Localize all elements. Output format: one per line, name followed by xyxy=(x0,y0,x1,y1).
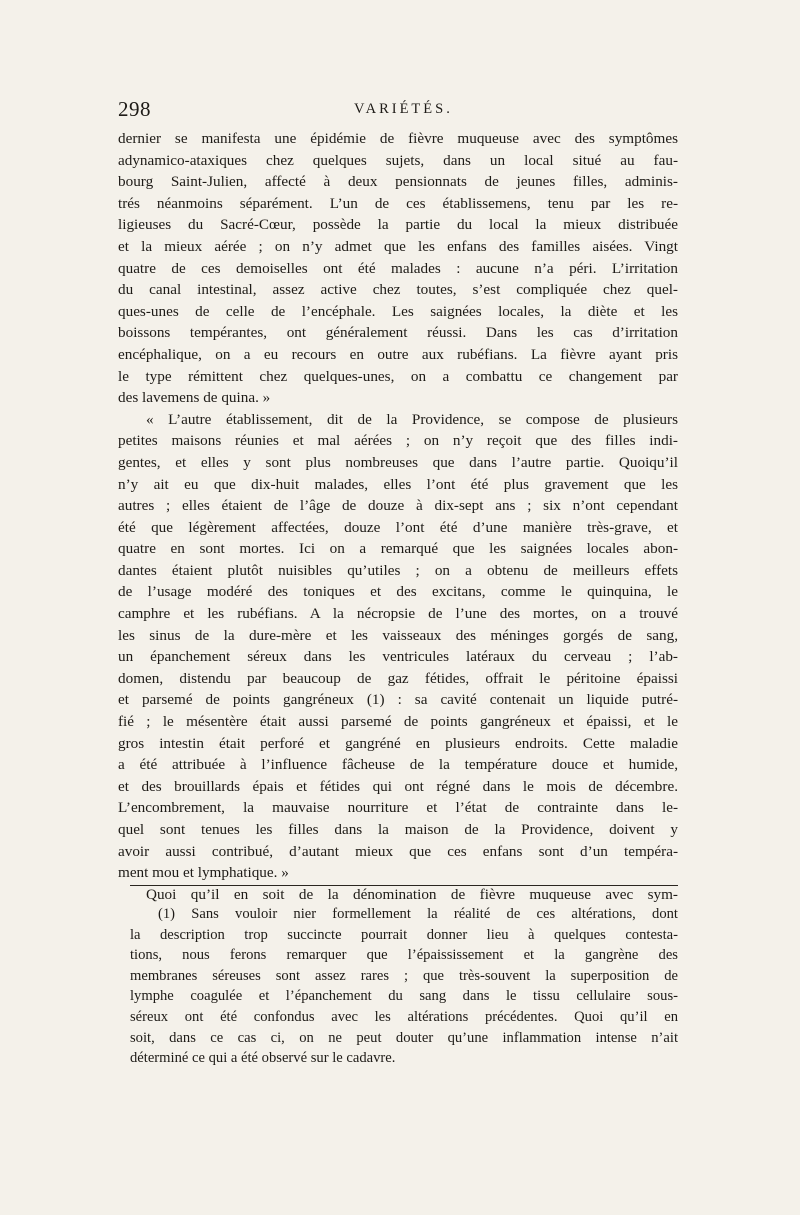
text-line: les sinus de la dure-mère et les vaisseaux des méninges gorgés de sang, xyxy=(118,626,678,644)
text-line: L’encombrement, la mauvaise nourriture et l’état de contrainte dans le- xyxy=(118,799,678,817)
footnote-line: séreux ont été confondus avec les altérations précédentes. Quoi qu’il en xyxy=(130,1008,678,1025)
text-line: du canal intestinal, assez active chez toutes, s’est compliquée chez quel- xyxy=(118,281,678,299)
text-line: ligieuses du Sacré-Cœur, possède la partie du local la mieux distribuée xyxy=(118,216,678,234)
footnote-line: tions, nous ferons remarquer que l’épaississement et la gangrène des xyxy=(130,947,678,964)
text-line: quatre de ces demoiselles ont été malades : aucune n’a péri. L’irritation xyxy=(118,259,678,277)
footnote-line: soit, dans ce cas ci, on ne peut douter qu’une inflammation intense n’ait xyxy=(130,1029,678,1046)
text-line: n’y ait eu que dix-huit malades, elles l’ont été plus gravement que les xyxy=(118,475,678,493)
text-line: un épanchement séreux dans les ventricules latéraux du cerveau ; l’ab- xyxy=(118,648,678,666)
text-line: adynamico-ataxiques chez quelques sujets, dans un local situé au fau- xyxy=(118,151,678,169)
text-line: a été attribuée à l’influence fâcheuse de la température douce et humide, xyxy=(118,756,678,774)
footnote-line: déterminé ce qui a été observé sur le cadavre. xyxy=(130,1050,396,1067)
footnote-line: lymphe coagulée et l’épanchement du sang dans le tissu cellulaire sous- xyxy=(130,988,678,1005)
text-line: Quoi qu’il en soit de la dénomination de fièvre muqueuse avec sym- xyxy=(146,885,678,903)
text-line: de l’usage modéré des toniques et des excitans, comme le quinquina, le xyxy=(118,583,678,601)
text-line: et des brouillards épais et fétides qui ont régné dans le mois de décembre. xyxy=(118,777,678,795)
footnote-divider xyxy=(130,885,678,886)
text-line: avoir aussi contribué, d’autant mieux que ces enfans sont d’un tempéra- xyxy=(118,842,678,860)
footnote xyxy=(130,904,678,1069)
text-line: petites maisons réunies et mal aérées ; on n’y reçoit que des filles indi- xyxy=(118,432,678,450)
text-line: dantes étaient plutôt nuisibles qu’utiles ; on a obtenu de meilleurs effets xyxy=(118,561,678,579)
page-number: 298 xyxy=(118,97,151,121)
text-line: ques-unes de celle de l’encéphale. Les saignées locales, la diète et les xyxy=(118,302,678,320)
footnote-line: (1) Sans vouloir nier formellement la réalité de ces altérations, dont xyxy=(158,906,678,922)
text-line: bourg Saint-Julien, affecté à deux pensionnats de jeunes filles, adminis- xyxy=(118,173,678,191)
text-line: encéphalique, on a eu recours en outre aux rubéfians. La fièvre ayant pris xyxy=(118,345,678,363)
footnote-line: membranes séreuses sont assez rares ; que très-souvent la superposition de xyxy=(130,967,678,984)
text-line: et la mieux aérée ; on n’y admet que les enfans des familles aisées. Vingt xyxy=(118,237,678,255)
body-text xyxy=(118,128,678,905)
text-line: trés néanmoins séparément. L’un de ces établissemens, tenu par les re- xyxy=(118,194,678,212)
footnote-line: la description trop succincte pourrait donner lieu à quelques contesta- xyxy=(130,926,678,943)
text-line: le type rémittent chez quelques-unes, on a combattu ce changement par xyxy=(118,367,678,385)
page-header xyxy=(118,97,678,127)
text-line: domen, distendu par beaucoup de gaz fétides, offrait le péritoine épaissi xyxy=(118,669,678,687)
text-line: quatre en sont mortes. Ici on a remarqué que les saignées locales abon- xyxy=(118,540,678,558)
text-line: autres ; elles étaient de l’âge de douze à dix-sept ans ; six n’ont cependant xyxy=(118,497,678,515)
text-line: et parsemé de points gangréneux (1) : sa cavité contenait un liquide putré- xyxy=(118,691,678,709)
text-line: ment mou et lymphatique. » xyxy=(118,864,289,882)
text-line: gentes, et elles y sont plus nombreuses que dans l’autre partie. Quoiqu’il xyxy=(118,453,678,471)
text-line: dernier se manifesta une épidémie de fièvre muqueuse avec des symptômes xyxy=(118,130,678,147)
text-line: boissons tempérantes, ont généralement réussi. Dans les cas d’irritation xyxy=(118,324,678,342)
text-line: des lavemens de quina. » xyxy=(118,389,271,407)
running-head: VARIÉTÉS. xyxy=(354,101,453,117)
text-line: quel sont tenues les filles dans la maison de la Providence, doivent y xyxy=(118,821,678,838)
text-line: camphre et les rubéfians. A la nécropsie de l’une des mortes, on a trouvé xyxy=(118,605,678,623)
text-line: « L’autre établissement, dit de la Providence, se compose de plusieurs xyxy=(146,410,678,428)
text-line: été que légèrement affectées, douze l’ont été d’une manière très-grave, et xyxy=(118,518,678,536)
text-line: gros intestin était perforé et gangréné en plusieurs endroits. Cette maladie xyxy=(118,734,678,752)
text-line: fié ; le mésentère était aussi parsemé de points gangréneux et épaissi, et le xyxy=(118,713,678,731)
